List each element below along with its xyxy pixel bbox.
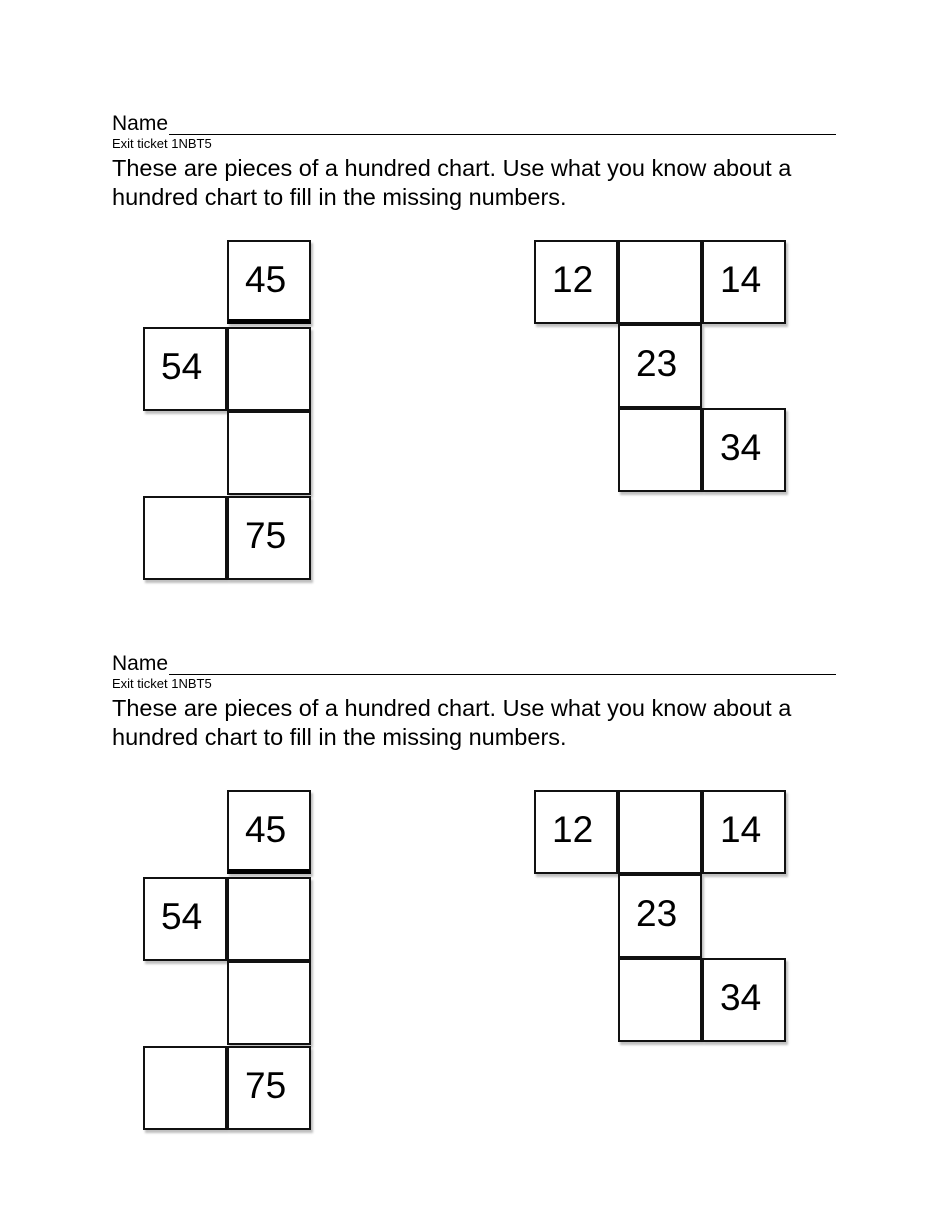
chart-cell-blank[interactable]: [227, 411, 311, 495]
exit-ticket-2: [0, 540, 950, 1106]
chart-cell: 45: [227, 240, 311, 324]
chart-cell-blank[interactable]: [618, 408, 702, 492]
name-blank-line[interactable]: [169, 654, 836, 675]
name-field[interactable]: [112, 113, 836, 135]
chart-cell: 75: [227, 1046, 311, 1130]
chart-cell-blank[interactable]: [143, 1046, 227, 1130]
instructions: These are pieces of a hundred chart. Use what you know about a hundred chart to fill in the missing numbers.: [112, 695, 792, 750]
chart-cell-blank[interactable]: [618, 958, 702, 1042]
chart-cell: 75: [227, 496, 311, 580]
chart-cell-blank[interactable]: [618, 790, 702, 874]
name-field[interactable]: [112, 653, 836, 675]
chart-cell-blank[interactable]: [618, 240, 702, 324]
name-blank-line[interactable]: [169, 114, 836, 135]
chart-cell-blank[interactable]: [227, 327, 311, 411]
chart-cell: 12: [534, 240, 618, 324]
chart-cell: 54: [143, 327, 227, 411]
ticket-subtitle: Exit ticket 1NBT5: [112, 676, 212, 691]
name-label: Name: [112, 112, 169, 135]
chart-cell: 34: [702, 408, 786, 492]
chart-cell: 23: [618, 874, 702, 958]
chart-cell-blank[interactable]: [227, 961, 311, 1045]
instructions: These are pieces of a hundred chart. Use what you know about a hundred chart to fill in the missing numbers.: [112, 155, 792, 210]
name-label: Name: [112, 652, 169, 675]
chart-cell: 14: [702, 240, 786, 324]
chart-cell: 45: [227, 790, 311, 874]
chart-cell: 54: [143, 877, 227, 961]
chart-cell-blank[interactable]: [227, 877, 311, 961]
chart-cell: 34: [702, 958, 786, 1042]
chart-cell: 12: [534, 790, 618, 874]
ticket-subtitle: Exit ticket 1NBT5: [112, 136, 212, 151]
exit-ticket-1: [0, 0, 950, 556]
chart-cell: 23: [618, 324, 702, 408]
chart-cell: 14: [702, 790, 786, 874]
